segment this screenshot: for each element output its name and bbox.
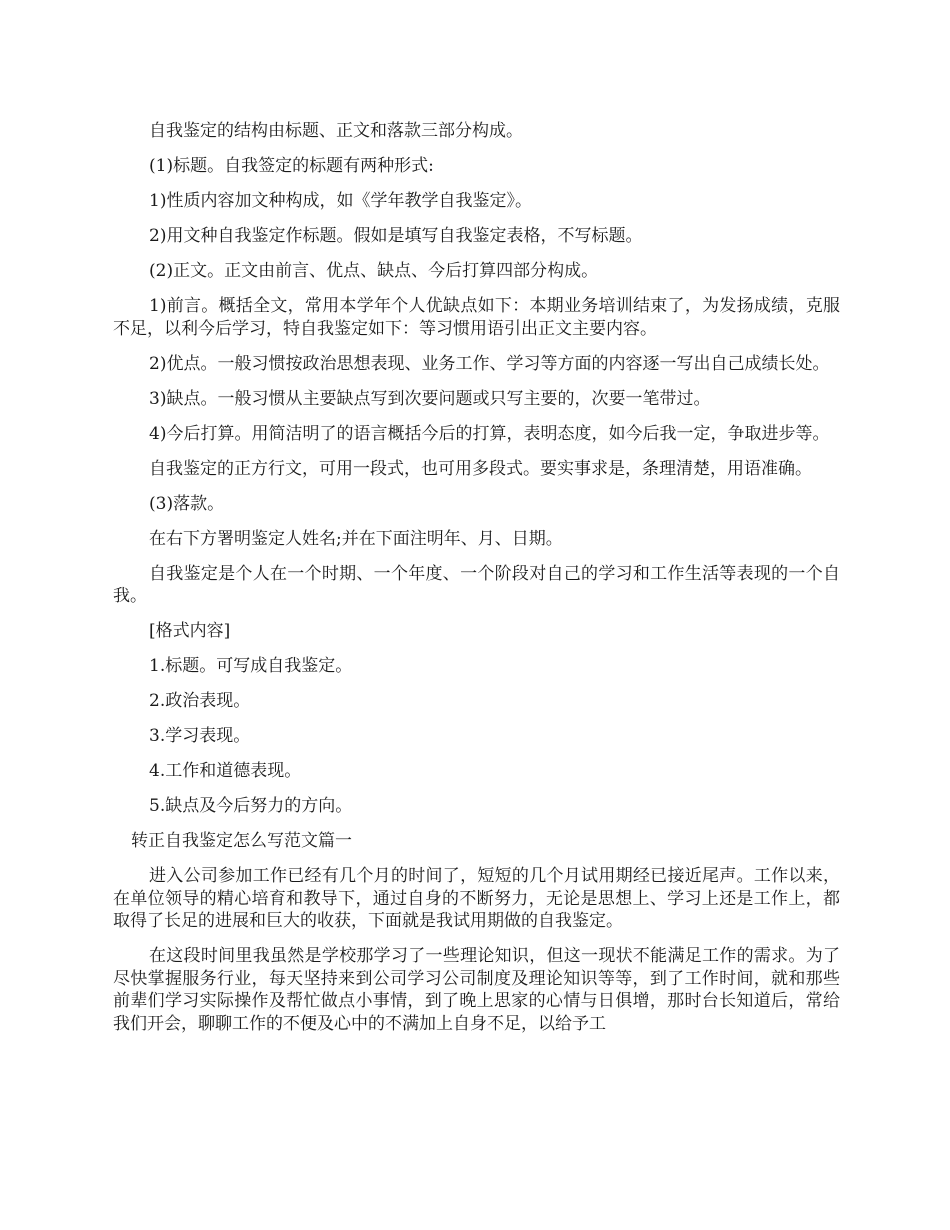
paragraph: 2)用文种自我鉴定作标题。假如是填写自我鉴定表格，不写标题。: [149, 226, 643, 246]
paragraph: 在右下方署明鉴定人姓名;并在下面注明年、月、日期。: [149, 528, 563, 549]
paragraph: 1)性质内容加文种构成，如《学年教学自我鉴定》。: [149, 191, 532, 211]
paragraph: [格式内容]: [149, 621, 231, 641]
paragraph: (1)标题。自我签定的标题有两种形式:: [149, 156, 434, 176]
paragraph: (3)落款。: [149, 493, 225, 514]
paragraph: (2)正文。正文由前言、优点、缺点、今后打算四部分构成。: [149, 261, 599, 281]
list-item: 4.工作和道德表现。: [149, 761, 302, 781]
paragraph: 自我鉴定是个人在一个时期、一个年度、一个阶段对自己的学习和工作生活等表现的一个自我。: [113, 563, 840, 606]
section-heading: 转正自我鉴定怎么写范文篇一: [131, 831, 352, 851]
list-item: 1.标题。可写成自我鉴定。: [149, 656, 353, 676]
list-item: 3.学习表现。: [149, 726, 251, 746]
document-page: [113, 120, 840, 1048]
paragraph: 进入公司参加工作已经有几个月的时间了，短短的几个月试用期经已接近尾声。工作以来，在单位领导的精心培育和教导下，通过自身的不断努力，无论是思想上、学习上还是工作上，都取得了长足的进展和巨大的收获，下面就是我试用期做的自我鉴定。: [113, 866, 840, 931]
paragraph: 自我鉴定的结构由标题、正文和落款三部分构成。: [149, 121, 523, 141]
list-item: 2.政治表现。: [149, 691, 251, 711]
paragraph: 2)优点。一般习惯按政治思想表现、业务工作、学习等方面的内容逐一写出自己成绩长处。: [149, 353, 830, 374]
list-item: 5.缺点及今后努力的方向。: [149, 796, 353, 816]
paragraph: 在这段时间里我虽然是学校那学习了一些理论知识，但这一现状不能满足工作的需求。为了尽快掌握服务行业，每天坚持来到公司学习公司制度及理论知识等等，到了工作时间，就和那些前辈们学习实际操作及帮忙做点小事情，到了晚上思家的心情与日俱增，那时台长知道后，常给我们开会，聊聊工作的不便及心中的不满加上自身不足，以给予工: [113, 946, 840, 1034]
paragraph: 自我鉴定的正方行文，可用一段式，也可用多段式。要实事求是，条理清楚，用语准确。: [149, 458, 812, 479]
paragraph: 4)今后打算。用简洁明了的语言概括今后的打算，表明态度，如今后我一定，争取进步等。: [149, 423, 830, 444]
paragraph: 3)缺点。一般习惯从主要缺点写到次要问题或只写主要的，次要一笔带过。: [149, 388, 711, 409]
paragraph: 1)前言。概括全文，常用本学年个人优缺点如下：本期业务培训结束了，为发扬成绩，克服不足，以利今后学习，特自我鉴定如下：等习惯用语引出正文主要内容。: [113, 296, 840, 339]
